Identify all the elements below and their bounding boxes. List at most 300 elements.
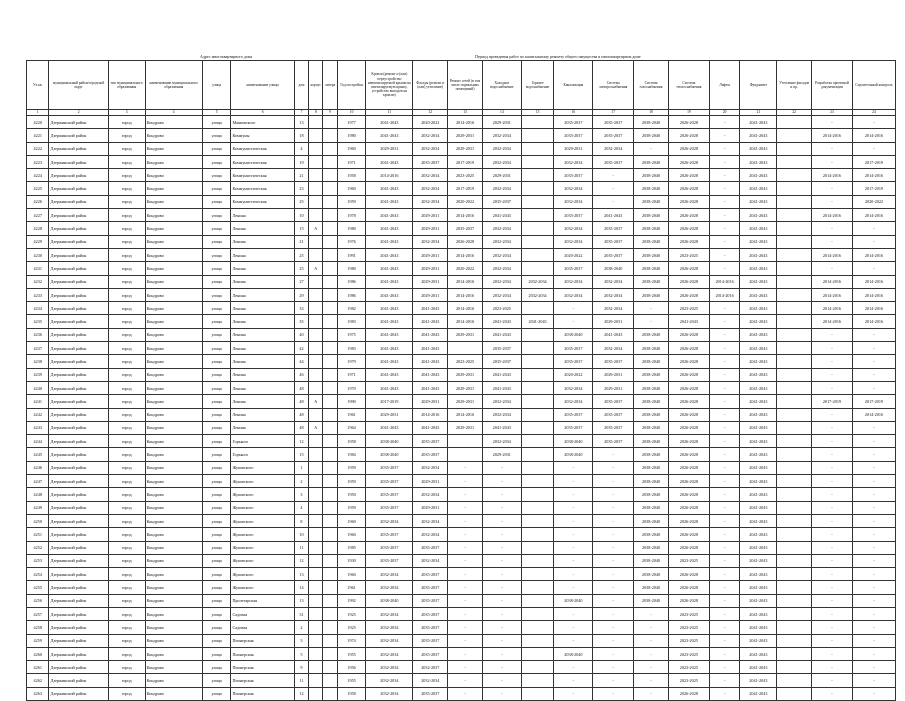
column-number: 13 bbox=[448, 110, 483, 116]
table-cell: 1959 bbox=[337, 195, 366, 208]
table-cell: 2029-2031 bbox=[413, 275, 448, 288]
table-cell: - bbox=[709, 435, 740, 448]
table-cell: - bbox=[812, 235, 853, 248]
table-cell bbox=[777, 155, 812, 168]
table-cell bbox=[777, 568, 812, 581]
table-cell: Дзержинский район bbox=[49, 554, 108, 567]
table-cell: - bbox=[554, 607, 593, 620]
table-cell: Ленина bbox=[231, 302, 294, 315]
table-cell bbox=[309, 116, 323, 129]
table-cell: Кондрово bbox=[145, 169, 202, 182]
table-cell: - bbox=[852, 647, 895, 660]
table-row bbox=[27, 248, 896, 261]
table-cell: - bbox=[448, 461, 483, 474]
table-cell: улица bbox=[202, 607, 231, 620]
table-cell: А bbox=[309, 395, 323, 408]
table-cell: 2029-2031 bbox=[413, 262, 448, 275]
table-cell: 2029-2031 bbox=[413, 288, 448, 301]
table-cell: 3 bbox=[294, 634, 308, 647]
table-cell: Кондрово bbox=[145, 262, 202, 275]
table-cell: - bbox=[812, 142, 853, 155]
table-cell: - bbox=[593, 501, 634, 514]
table-cell: 2041-2043 bbox=[366, 235, 413, 248]
table-cell: - bbox=[709, 328, 740, 341]
table-cell bbox=[323, 315, 337, 328]
table-cell: 2032-2034 bbox=[554, 395, 593, 408]
column-header: Разработка проектной документации bbox=[812, 61, 853, 110]
table-cell: улица bbox=[202, 461, 231, 474]
table-cell: - bbox=[709, 355, 740, 368]
table-cell: улица bbox=[202, 674, 231, 687]
column-header: Уч.кв. bbox=[27, 61, 49, 110]
table-cell: 4260 bbox=[27, 647, 49, 660]
table-cell bbox=[521, 222, 554, 235]
table-cell: город bbox=[108, 568, 145, 581]
column-header: тип муниципального образования bbox=[108, 61, 145, 110]
table-cell: 2041-2043 bbox=[740, 461, 777, 474]
table-cell: - bbox=[812, 647, 853, 660]
table-cell: - bbox=[634, 634, 669, 647]
table-row bbox=[27, 209, 896, 222]
table-cell: 2026-2028 bbox=[668, 195, 709, 208]
table-cell bbox=[323, 169, 337, 182]
table-row bbox=[27, 116, 896, 129]
table-cell: - bbox=[709, 568, 740, 581]
table-row bbox=[27, 647, 896, 660]
table-cell: улица bbox=[202, 594, 231, 607]
table-row bbox=[27, 262, 896, 275]
table-cell: - bbox=[554, 581, 593, 594]
table-cell: Дзержинский район bbox=[49, 501, 108, 514]
table-cell: 4237 bbox=[27, 342, 49, 355]
table-cell bbox=[521, 687, 554, 700]
table-row bbox=[27, 408, 896, 421]
table-cell: 1975 bbox=[337, 328, 366, 341]
table-cell: - bbox=[852, 514, 895, 527]
table-cell: 2029-2031 bbox=[448, 142, 483, 155]
table-cell: 1961 bbox=[337, 408, 366, 421]
table-cell: - bbox=[709, 501, 740, 514]
table-cell: Кондрово bbox=[145, 288, 202, 301]
column-number: 22 bbox=[777, 110, 812, 116]
table-cell: Жуковского bbox=[231, 488, 294, 501]
table-cell: 2035-2037 bbox=[366, 541, 413, 554]
table-cell: 4259 bbox=[27, 634, 49, 647]
table-cell: 4 bbox=[294, 142, 308, 155]
table-cell: город bbox=[108, 647, 145, 660]
table-cell: 2041-2043 bbox=[413, 328, 448, 341]
table-cell bbox=[323, 116, 337, 129]
table-cell: 2035-2037 bbox=[413, 541, 448, 554]
table-cell: 2032-2034 bbox=[366, 514, 413, 527]
table-cell: 2035-2037 bbox=[593, 222, 634, 235]
table-cell: 2026-2028 bbox=[668, 594, 709, 607]
table-cell: - bbox=[812, 368, 853, 381]
table-cell: 4221 bbox=[27, 129, 49, 142]
table-cell: - bbox=[554, 488, 593, 501]
table-cell: - bbox=[812, 621, 853, 634]
table-cell: - bbox=[812, 634, 853, 647]
table-cell bbox=[309, 342, 323, 355]
table-cell: 4224 bbox=[27, 169, 49, 182]
table-cell bbox=[309, 328, 323, 341]
table-cell bbox=[323, 488, 337, 501]
table-cell bbox=[309, 182, 323, 195]
table-cell: 1986 bbox=[337, 288, 366, 301]
table-cell: 2014-2016 bbox=[448, 248, 483, 261]
table-cell: 48 bbox=[294, 421, 308, 434]
table-cell: 2023-2025 bbox=[668, 634, 709, 647]
table-cell: - bbox=[709, 129, 740, 142]
table-cell: 2032-2034 bbox=[366, 687, 413, 700]
table-row bbox=[27, 155, 896, 168]
table-cell: 2038-2040 bbox=[634, 408, 669, 421]
table-cell: Дзержинский район bbox=[49, 607, 108, 620]
table-cell: 2041-2043 bbox=[366, 195, 413, 208]
table-row bbox=[27, 302, 896, 315]
table-cell: 2026-2028 bbox=[668, 435, 709, 448]
table-cell: 2038-2040 bbox=[634, 514, 669, 527]
table-cell bbox=[323, 182, 337, 195]
table-cell: улица bbox=[202, 568, 231, 581]
table-cell: 2041-2043 bbox=[740, 248, 777, 261]
table-cell: - bbox=[482, 541, 521, 554]
table-row bbox=[27, 342, 896, 355]
table-cell: 2014-2016 bbox=[852, 315, 895, 328]
table-cell bbox=[521, 116, 554, 129]
table-cell: 2023-2025 bbox=[668, 248, 709, 261]
table-cell: 2026-2028 bbox=[668, 475, 709, 488]
table-cell bbox=[777, 395, 812, 408]
table-cell: 2038-2040 bbox=[366, 435, 413, 448]
table-cell: 15 bbox=[294, 222, 308, 235]
table-cell: город bbox=[108, 514, 145, 527]
table-cell bbox=[777, 116, 812, 129]
table-cell: 1978 bbox=[337, 209, 366, 222]
table-cell: 2038-2040 bbox=[634, 209, 669, 222]
table-cell: Дзержинский район bbox=[49, 182, 108, 195]
table-cell: 4248 bbox=[27, 488, 49, 501]
table-cell: Садовая bbox=[231, 621, 294, 634]
table-cell: - bbox=[448, 674, 483, 687]
table-cell: - bbox=[852, 421, 895, 434]
table-row bbox=[27, 554, 896, 567]
table-cell: - bbox=[852, 435, 895, 448]
table-cell: Дзержинский район bbox=[49, 262, 108, 275]
table-row bbox=[27, 421, 896, 434]
table-cell: 2029-2031 bbox=[448, 381, 483, 394]
table-cell: 2038-2040 bbox=[634, 554, 669, 567]
table-cell: Жуковского bbox=[231, 568, 294, 581]
table-cell bbox=[309, 275, 323, 288]
table-cell bbox=[309, 169, 323, 182]
table-cell: 1974 bbox=[337, 634, 366, 647]
table-cell bbox=[777, 634, 812, 647]
table-cell: Дзержинский район bbox=[49, 461, 108, 474]
table-cell: Дзержинский район bbox=[49, 235, 108, 248]
table-cell bbox=[309, 368, 323, 381]
table-cell: 2014-2016 bbox=[709, 288, 740, 301]
table-cell: Кондрово bbox=[145, 554, 202, 567]
table-cell: 2032-2034 bbox=[554, 288, 593, 301]
table-cell bbox=[521, 209, 554, 222]
table-cell: 2029-2031 bbox=[448, 421, 483, 434]
table-cell: - bbox=[482, 674, 521, 687]
table-cell: 2017-2019 bbox=[448, 155, 483, 168]
table-cell bbox=[323, 222, 337, 235]
table-cell: город bbox=[108, 475, 145, 488]
table-cell: - bbox=[812, 475, 853, 488]
table-cell bbox=[521, 435, 554, 448]
table-cell bbox=[521, 342, 554, 355]
table-cell: 2023-2025 bbox=[668, 674, 709, 687]
table-cell: 2038-2040 bbox=[366, 448, 413, 461]
table-cell: 2032-2034 bbox=[554, 381, 593, 394]
table-cell: 2035-2037 bbox=[554, 169, 593, 182]
table-cell: 2017-2019 bbox=[448, 182, 483, 195]
table-cell bbox=[521, 248, 554, 261]
table-cell: город bbox=[108, 528, 145, 541]
table-cell: 2 bbox=[294, 475, 308, 488]
table-cell: 1983 bbox=[337, 315, 366, 328]
table-cell: Коммунистическая bbox=[231, 155, 294, 168]
table-cell bbox=[777, 288, 812, 301]
table-cell: 2014-2016 bbox=[812, 315, 853, 328]
table-cell bbox=[777, 235, 812, 248]
table-cell: - bbox=[593, 541, 634, 554]
table-cell: - bbox=[709, 594, 740, 607]
table-cell bbox=[323, 594, 337, 607]
table-cell: Жуковского bbox=[231, 581, 294, 594]
table-cell: 2041-2043 bbox=[413, 381, 448, 394]
table-cell: 2029-2031 bbox=[413, 395, 448, 408]
table-cell: 2041-2043 bbox=[366, 302, 413, 315]
table-cell: 2032-2034 bbox=[482, 142, 521, 155]
table-cell: 2038-2040 bbox=[554, 435, 593, 448]
table-row bbox=[27, 541, 896, 554]
table-cell: 2041-2043 bbox=[740, 195, 777, 208]
table-row bbox=[27, 315, 896, 328]
table-cell bbox=[309, 248, 323, 261]
column-number: 10 bbox=[337, 110, 366, 116]
table-cell: - bbox=[709, 674, 740, 687]
table-cell: - bbox=[709, 142, 740, 155]
table-cell: Дзержинский район bbox=[49, 209, 108, 222]
table-cell: 1960 bbox=[337, 568, 366, 581]
table-cell bbox=[521, 155, 554, 168]
table-cell bbox=[309, 661, 323, 674]
table-cell: улица bbox=[202, 368, 231, 381]
table-cell: 2032-2034 bbox=[366, 674, 413, 687]
column-number: 23 bbox=[812, 110, 853, 116]
table-cell: город bbox=[108, 169, 145, 182]
table-cell: - bbox=[593, 568, 634, 581]
table-cell: - bbox=[709, 607, 740, 620]
table-cell: 2032-2034 bbox=[482, 408, 521, 421]
table-cell: 2041-2043 bbox=[668, 315, 709, 328]
table-cell: город bbox=[108, 328, 145, 341]
table-cell: Дзержинский район bbox=[49, 275, 108, 288]
table-cell: Горького bbox=[231, 435, 294, 448]
table-cell: 2032-2034 bbox=[482, 129, 521, 142]
table-cell: 2032-2034 bbox=[554, 182, 593, 195]
column-header: Строительный контроль bbox=[852, 61, 895, 110]
table-cell: город bbox=[108, 275, 145, 288]
table-cell: - bbox=[482, 488, 521, 501]
table-cell: 1956 bbox=[337, 661, 366, 674]
table-cell: 2014-2016 bbox=[812, 248, 853, 261]
table-cell: улица bbox=[202, 501, 231, 514]
table-cell: 19 bbox=[294, 155, 308, 168]
table-cell: - bbox=[593, 594, 634, 607]
table-cell: город bbox=[108, 368, 145, 381]
table-cell: - bbox=[554, 554, 593, 567]
table-cell: 2035-2037 bbox=[593, 395, 634, 408]
table-cell: 25 bbox=[294, 248, 308, 261]
table-cell: 35 bbox=[294, 315, 308, 328]
table-cell: Кондрово bbox=[145, 195, 202, 208]
table-cell: 2041-2043 bbox=[413, 355, 448, 368]
table-cell: Коммунистическая bbox=[231, 182, 294, 195]
table-cell: улица bbox=[202, 661, 231, 674]
column-number: 18 bbox=[634, 110, 669, 116]
table-cell: 2032-2034 bbox=[366, 621, 413, 634]
table-cell: Дзержинский район bbox=[49, 674, 108, 687]
table-row bbox=[27, 581, 896, 594]
table-cell: 2041-2043 bbox=[413, 302, 448, 315]
table-cell: город bbox=[108, 435, 145, 448]
table-cell: 2026-2028 bbox=[668, 235, 709, 248]
table-cell bbox=[777, 315, 812, 328]
table-cell: 2038-2040 bbox=[634, 381, 669, 394]
table-cell: - bbox=[593, 528, 634, 541]
table-cell: - bbox=[709, 315, 740, 328]
table-cell bbox=[777, 594, 812, 607]
table-cell: 2041-2043 bbox=[366, 222, 413, 235]
table-cell bbox=[323, 408, 337, 421]
table-cell: 2029-2031 bbox=[448, 368, 483, 381]
table-cell: 2038-2040 bbox=[634, 155, 669, 168]
table-cell: 2041-2043 bbox=[366, 288, 413, 301]
table-cell: 1959 bbox=[337, 475, 366, 488]
table-cell: 4230 bbox=[27, 248, 49, 261]
table-cell: - bbox=[852, 554, 895, 567]
table-cell: 4233 bbox=[27, 288, 49, 301]
table-cell: 2032-2034 bbox=[482, 395, 521, 408]
table-cell: 2041-2043 bbox=[366, 155, 413, 168]
table-cell: - bbox=[448, 634, 483, 647]
table-cell: 48 bbox=[294, 395, 308, 408]
table-cell: - bbox=[812, 435, 853, 448]
table-cell: 2026-2028 bbox=[668, 169, 709, 182]
table-cell: 2041-2043 bbox=[366, 248, 413, 261]
table-cell: улица bbox=[202, 142, 231, 155]
table-cell: 2029-2031 bbox=[482, 448, 521, 461]
table-cell: - bbox=[812, 262, 853, 275]
table-cell: - bbox=[709, 395, 740, 408]
column-number: 7 bbox=[294, 110, 308, 116]
table-cell: Дзержинский район bbox=[49, 421, 108, 434]
table-cell bbox=[323, 262, 337, 275]
table-cell: - bbox=[593, 634, 634, 647]
table-cell: - bbox=[482, 581, 521, 594]
table-cell: - bbox=[812, 408, 853, 421]
table-cell: улица bbox=[202, 169, 231, 182]
table-cell bbox=[521, 541, 554, 554]
table-cell: 4247 bbox=[27, 475, 49, 488]
table-cell: 2026-2028 bbox=[668, 275, 709, 288]
table-cell: - bbox=[634, 607, 669, 620]
table-cell: 2032-2034 bbox=[413, 142, 448, 155]
table-cell bbox=[309, 142, 323, 155]
table-cell: Дзержинский район bbox=[49, 568, 108, 581]
table-cell bbox=[323, 342, 337, 355]
column-header: Холодное водоснабжение bbox=[482, 61, 521, 110]
table-cell: - bbox=[812, 514, 853, 527]
table-cell: 2029-2031 bbox=[482, 116, 521, 129]
table-cell: 2032-2034 bbox=[413, 554, 448, 567]
table-cell: 1990 bbox=[337, 395, 366, 408]
table-cell bbox=[777, 448, 812, 461]
table-cell: 4234 bbox=[27, 302, 49, 315]
table-cell: 2041-2043 bbox=[740, 554, 777, 567]
table-cell: Кондрово bbox=[145, 408, 202, 421]
table-cell: 1991 bbox=[337, 248, 366, 261]
table-cell: 2014-2016 bbox=[812, 169, 853, 182]
table-cell bbox=[323, 647, 337, 660]
table-cell: - bbox=[852, 501, 895, 514]
table-cell: улица bbox=[202, 581, 231, 594]
table-cell: 2041-2043 bbox=[740, 607, 777, 620]
table-cell bbox=[309, 514, 323, 527]
table-cell: 2038-2040 bbox=[634, 235, 669, 248]
table-cell: 2032-2034 bbox=[366, 607, 413, 620]
table-cell: Дзержинский район bbox=[49, 594, 108, 607]
table-cell: - bbox=[634, 661, 669, 674]
table-cell: - bbox=[448, 554, 483, 567]
table-cell: Кондрово bbox=[145, 435, 202, 448]
table-cell bbox=[323, 302, 337, 315]
periods-caption: Период проведения работ по капитальному ремонту общего имущества в многоквартирном доме bbox=[475, 54, 641, 59]
table-cell bbox=[777, 421, 812, 434]
table-cell: 2020-2022 bbox=[448, 195, 483, 208]
table-cell: город bbox=[108, 661, 145, 674]
table-cell: Ленина bbox=[231, 209, 294, 222]
column-number: 21 bbox=[740, 110, 777, 116]
table-cell: город bbox=[108, 421, 145, 434]
table-cell: улица bbox=[202, 288, 231, 301]
table-cell: 2038-2040 bbox=[634, 195, 669, 208]
table-cell: город bbox=[108, 195, 145, 208]
table-cell: 2038-2040 bbox=[634, 248, 669, 261]
table-cell: Пионерская bbox=[231, 661, 294, 674]
table-cell: 2029-2031 bbox=[448, 328, 483, 341]
table-cell: 15 bbox=[294, 448, 308, 461]
table-cell: - bbox=[812, 594, 853, 607]
table-cell: 2020-2022 bbox=[413, 116, 448, 129]
table-cell: улица bbox=[202, 302, 231, 315]
table-cell: - bbox=[593, 461, 634, 474]
table-cell bbox=[323, 275, 337, 288]
table-cell: - bbox=[852, 381, 895, 394]
table-cell bbox=[323, 129, 337, 142]
table-row bbox=[27, 395, 896, 408]
table-cell: Ленина bbox=[231, 275, 294, 288]
table-cell: Жуковского bbox=[231, 475, 294, 488]
table-cell: - bbox=[812, 554, 853, 567]
table-cell bbox=[323, 368, 337, 381]
table-cell: - bbox=[709, 687, 740, 700]
